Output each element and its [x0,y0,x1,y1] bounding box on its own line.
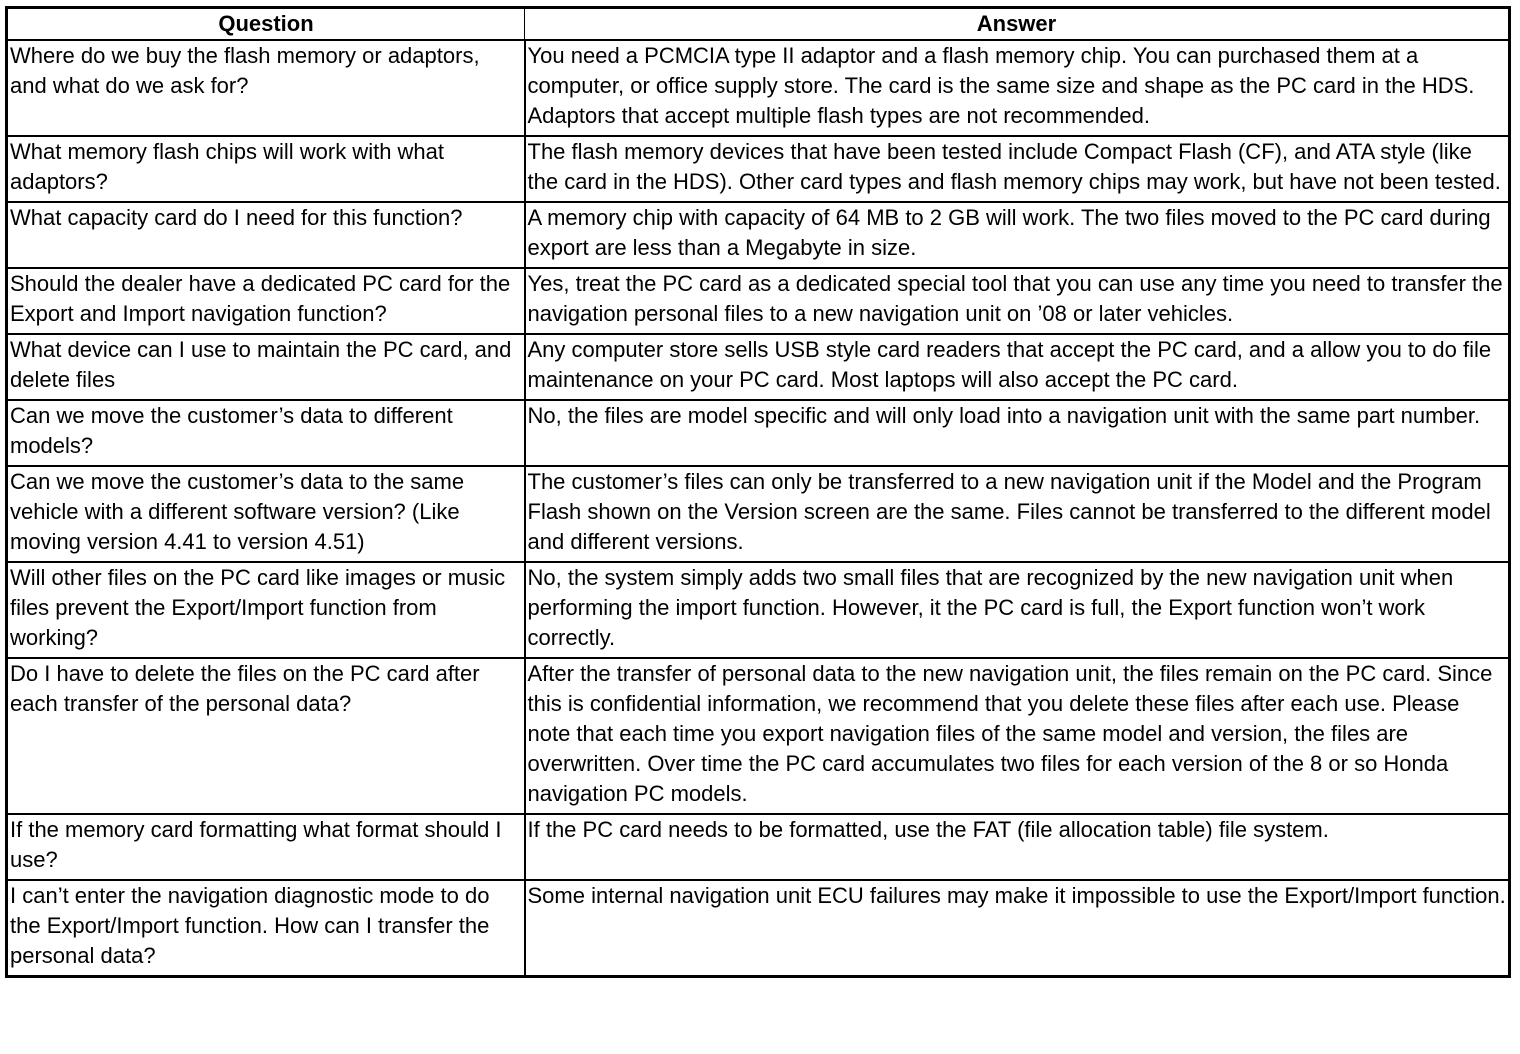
question-cell: What capacity card do I need for this function? [7,202,525,268]
answer-cell: After the transfer of personal data to the new navigation unit, the files remain on the PC card. Since this is confidential information, we recommend that you delete these files after each use. Please note that each time you export navigation files of the same model and version, the files are overwritten. Over time the PC card accumulates two files for each version of the 8 or so Honda navigation PC models. [525,658,1510,814]
answer-cell: Some internal navigation unit ECU failures may make it impossible to use the Export/Import function. [525,880,1510,977]
answer-cell: No, the system simply adds two small files that are recognized by the new navigation unit when performing the import function. However, it the PC card is full, the Export function won’t work correctly. [525,562,1510,658]
answer-cell: Yes, treat the PC card as a dedicated special tool that you can use any time you need to transfer the navigation personal files to a new navigation unit on ’08 or later vehicles. [525,268,1510,334]
question-cell: Can we move the customer’s data to the same vehicle with a different software version? (Like moving version 4.41 to version 4.51) [7,466,525,562]
answer-cell: A memory chip with capacity of 64 MB to 2 GB will work. The two files moved to the PC card during export are less than a Megabyte in size. [525,202,1510,268]
table-row [7,40,1510,136]
table-row [7,880,1510,977]
table-row [7,562,1510,658]
answer-cell: Any computer store sells USB style card readers that accept the PC card, and a allow you to do file maintenance on your PC card. Most laptops will also accept the PC card. [525,334,1510,400]
table-row [7,466,1510,562]
table-row [7,334,1510,400]
table-row [7,814,1510,880]
table-row [7,268,1510,334]
answer-cell: If the PC card needs to be formatted, use the FAT (file allocation table) file system. [525,814,1510,880]
question-cell: If the memory card formatting what format should I use? [7,814,525,880]
question-header: Question [7,8,525,41]
question-cell: What memory flash chips will work with what adaptors? [7,136,525,202]
question-cell: Do I have to delete the files on the PC card after each transfer of the personal data? [7,658,525,814]
header-row [7,8,1510,41]
question-cell: Will other files on the PC card like images or music files prevent the Export/Import function from working? [7,562,525,658]
question-cell: I can’t enter the navigation diagnostic mode to do the Export/Import function. How can I transfer the personal data? [7,880,525,977]
table-row [7,202,1510,268]
question-cell: What device can I use to maintain the PC card, and delete files [7,334,525,400]
answer-cell: You need a PCMCIA type II adaptor and a flash memory chip. You can purchased them at a computer, or office supply store. The card is the same size and shape as the PC card in the HDS. Adaptors that accept multiple flash types are not recommended. [525,40,1510,136]
table-row [7,136,1510,202]
answer-cell: No, the files are model specific and will only load into a navigation unit with the same part number. [525,400,1510,466]
answer-cell: The flash memory devices that have been tested include Compact Flash (CF), and ATA style (like the card in the HDS). Other card types and flash memory chips may work, but have not been tested. [525,136,1510,202]
faq-table [5,6,1511,978]
question-cell: Where do we buy the flash memory or adaptors, and what do we ask for? [7,40,525,136]
table-row [7,400,1510,466]
question-cell: Can we move the customer’s data to different models? [7,400,525,466]
answer-cell: The customer’s files can only be transferred to a new navigation unit if the Model and the Program Flash shown on the Version screen are the same. Files cannot be transferred to the different model and different versions. [525,466,1510,562]
table-row [7,658,1510,814]
question-cell: Should the dealer have a dedicated PC card for the Export and Import navigation function? [7,268,525,334]
answer-header: Answer [525,8,1510,41]
